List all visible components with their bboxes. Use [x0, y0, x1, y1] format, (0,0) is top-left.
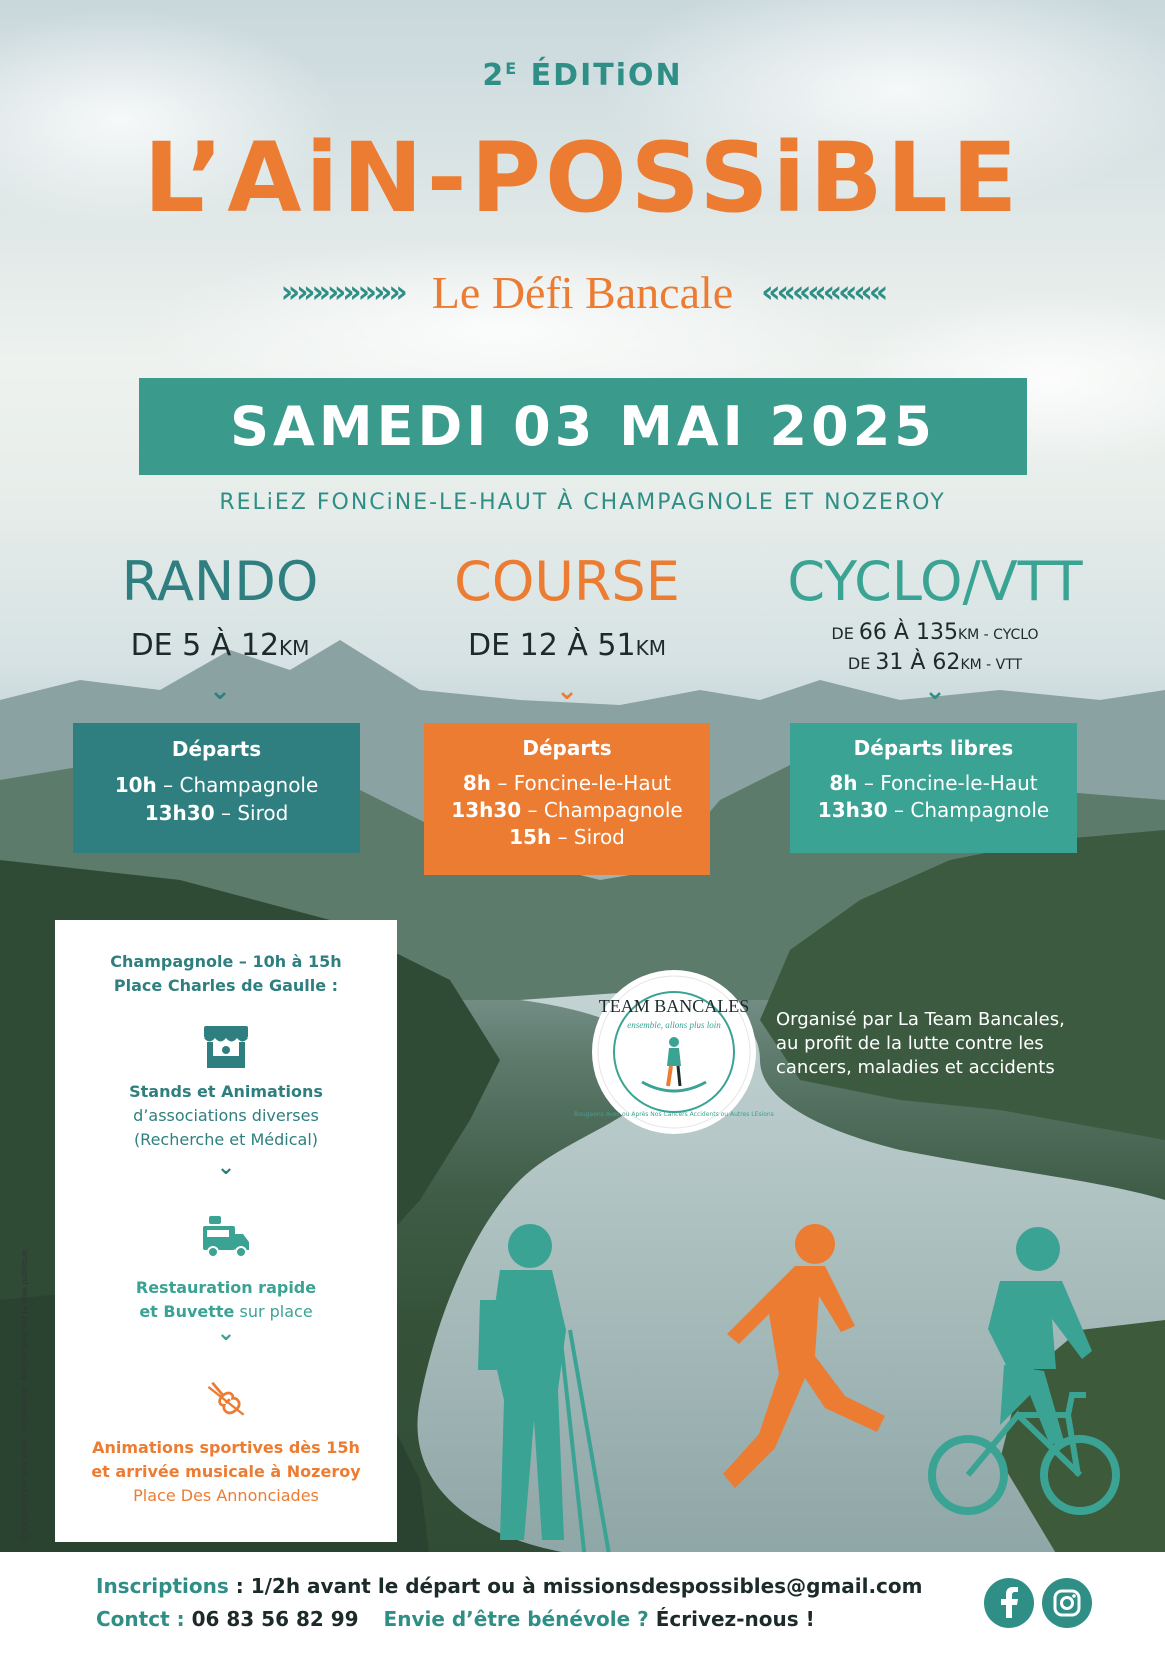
rando-departure-1 — [73, 771, 360, 799]
course-time-1: 8h — [462, 771, 492, 795]
food-truck-icon — [201, 1212, 251, 1262]
cyclo-time-2: 13h30 — [817, 798, 888, 822]
rando-time-2: 13h30 — [144, 801, 215, 825]
course-distance-range: DE 12 À 51 — [468, 628, 636, 663]
hiker-silhouette — [460, 1220, 630, 1560]
cyclo-dist-prefix: DE — [831, 624, 859, 643]
cyclo-distance-2 — [765, 650, 1105, 675]
chevrons-left-icon: »»»»»»»» — [280, 275, 404, 310]
rando-time-1: 10h — [114, 773, 157, 797]
contact-label: Contct : — [96, 1607, 192, 1631]
cyclo-distance-1 — [765, 620, 1105, 645]
edition-superscript: E — [505, 59, 519, 78]
music-line-3: Place Des Annonciades — [133, 1486, 319, 1505]
team-logo-name: TEAM BANCALES — [598, 996, 750, 1016]
team-logo-graphic — [574, 970, 774, 1134]
rando-place-2: – Sirod — [214, 801, 289, 825]
edition-word: ÉDITiON — [530, 58, 683, 93]
course-departure-1 — [424, 770, 710, 797]
organizer-text — [776, 1008, 1065, 1080]
course-time-2: 13h30 — [451, 798, 522, 822]
stands-line-1: Stands et Animations — [129, 1082, 323, 1101]
stands-line-3: (Recherche et Médical) — [133, 1130, 319, 1149]
violin-icon — [201, 1374, 251, 1424]
event-date: SAMEDI 03 MAI 2025 — [230, 395, 936, 458]
cyclo-box-heading: Départs libres — [853, 736, 1014, 760]
program-panel — [55, 920, 397, 1542]
course-departure-2 — [424, 797, 710, 824]
rando-arrow-icon: ⌄ — [209, 676, 231, 706]
instagram-icon[interactable] — [1042, 1578, 1092, 1628]
facebook-icon[interactable] — [984, 1578, 1034, 1628]
footer — [0, 1552, 1165, 1653]
cyclo-place-1: – Foncine-le-Haut — [857, 771, 1038, 795]
food-buvette: et Buvette — [139, 1302, 235, 1321]
rando-title: RANDO — [121, 550, 319, 613]
contact-line — [96, 1607, 815, 1631]
vtt-dist-unit: KM - VTT — [960, 657, 1023, 673]
route-text: RELiEZ FONCiNE-LE-HAUT À CHAMPAGNOLE ET NOZEROY — [219, 490, 946, 515]
course-box-heading: Départs — [522, 736, 612, 760]
organizer-line-3: cancers, maladies et accidents — [776, 1057, 1055, 1078]
runner-silhouette — [705, 1222, 885, 1552]
stands-line-2: d’associations diverses — [133, 1106, 319, 1125]
cyclo-dist-unit: KM - CYCLO — [957, 627, 1039, 643]
team-logo-tagline: ensemble, allons plus loin — [627, 1020, 721, 1030]
print-credit: Conception par nos soins - Impression · Ne pas jeter sur la voie publique. — [20, 1247, 29, 1540]
chevrons-right-icon: «««««««« — [761, 275, 885, 310]
rando-distance-unit: KM — [279, 636, 310, 660]
music-line-2: et arrivée musicale à Nozeroy — [91, 1462, 361, 1481]
cyclo-dist-range: 66 À 135 — [858, 620, 958, 645]
course-distance-unit: KM — [635, 636, 666, 660]
rando-departure-2 — [73, 799, 360, 827]
course-distance — [407, 628, 727, 663]
rando-place-1: – Champagnole — [156, 773, 319, 797]
volunteer-cta: Écrivez-nous ! — [648, 1607, 815, 1631]
food-sur-place: sur place — [234, 1302, 313, 1321]
event-title: L’AiN-POSSiBLE — [143, 122, 1022, 234]
inscriptions-text: : 1/2h avant le départ ou à missionsdespossibles@gmail.com — [228, 1574, 923, 1598]
cyclo-time-1: 8h — [829, 771, 858, 795]
contact-phone: 06 83 56 82 99 — [191, 1607, 359, 1631]
vtt-dist-prefix: DE — [847, 654, 876, 673]
volunteer-question: Envie d’être bénévole ? — [383, 1607, 649, 1631]
course-arrow-icon: ⌄ — [556, 676, 578, 706]
cyclist-silhouette — [930, 1225, 1115, 1555]
inscriptions-label: Inscriptions — [96, 1574, 229, 1598]
rando-distance — [60, 628, 380, 663]
course-place-2: – Champagnole — [521, 798, 683, 822]
music-line-1: Animations sportives dès 15h — [92, 1438, 360, 1457]
course-departure-3 — [424, 824, 710, 851]
organizer-line-1: Organisé par La Team Bancales, — [776, 1009, 1065, 1030]
cyclo-departure-2 — [790, 797, 1077, 824]
cyclo-arrow-icon: ⌄ — [924, 676, 946, 706]
location-line-2: Place Charles de Gaulle : — [113, 976, 339, 995]
cyclo-departure-1 — [790, 770, 1077, 797]
rando-distance-range: DE 5 À 12 — [130, 628, 280, 663]
panel-arrow-1-icon: ⌄ — [216, 1155, 236, 1180]
event-subtitle: Le Défi Bancale — [431, 267, 734, 318]
market-stall-icon — [201, 1022, 251, 1072]
cyclo-title: CYCLO/VTT — [787, 550, 1083, 613]
course-time-3: 15h — [509, 825, 552, 849]
cyclo-departures-box — [790, 723, 1077, 853]
team-bancales-logo — [574, 970, 774, 1134]
edition-number: 2 — [482, 58, 506, 93]
course-departures-box — [424, 723, 710, 875]
team-logo-ring-text: Bougeons Avec ou Après Nos Cancers Accidents ou Autres LEsions — [574, 1111, 774, 1118]
location-line-1: Champagnole – 10h à 15h — [110, 952, 342, 971]
course-title: COURSE — [454, 550, 680, 613]
food-line-1: Restauration rapide — [135, 1278, 317, 1297]
rando-box-heading: Départs — [171, 737, 262, 761]
panel-arrow-2-icon: ⌄ — [216, 1321, 236, 1346]
rando-departures-box — [73, 723, 360, 853]
inscriptions-line — [96, 1574, 922, 1598]
organizer-line-2: au profit de la lutte contre les — [776, 1033, 1044, 1054]
date-banner — [139, 378, 1027, 475]
cyclo-place-2: – Champagnole — [887, 798, 1050, 822]
course-place-3: – Sirod — [551, 825, 625, 849]
subtitle-row — [0, 266, 1165, 319]
course-place-1: – Foncine-le-Haut — [491, 771, 672, 795]
edition-label — [0, 58, 1165, 93]
vtt-dist-range: 31 À 62 — [875, 650, 961, 675]
